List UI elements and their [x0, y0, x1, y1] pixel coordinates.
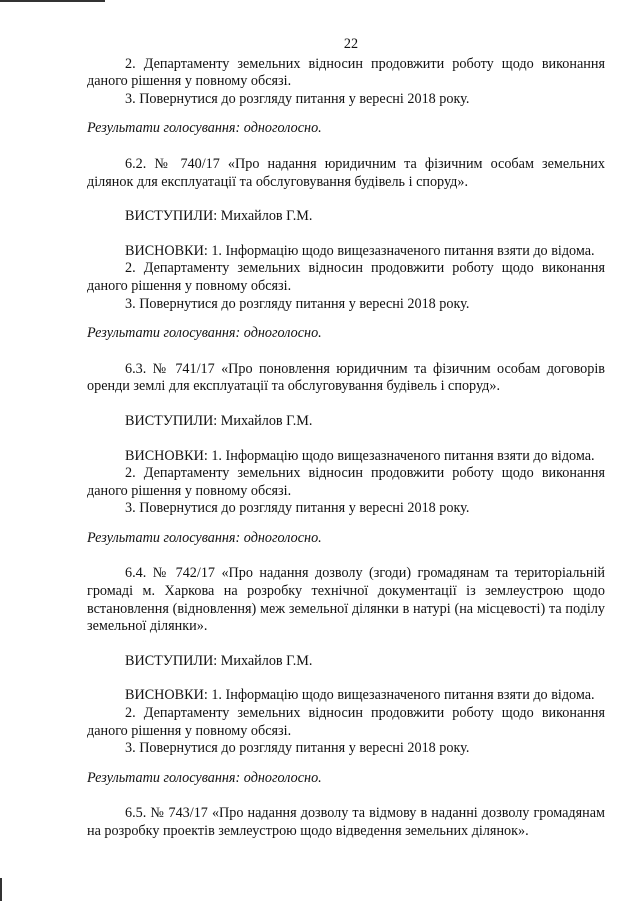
item-6-3-conclusion-3: 3. Повернутися до розгляду питання у вересні 2018 року. [125, 500, 470, 517]
item-6-3-speakers: ВИСТУПИЛИ: Михайлов Г.М. [125, 412, 313, 429]
item-6-3-voting-result: Результати голосування: одноголосно. [87, 529, 322, 546]
item-6-3-conclusion-2: 2. Департаменту земельних відносин продовжити роботу щодо виконання даного рішення у повному обсязі. [87, 465, 605, 499]
item-6-4-voting-result: Результати голосування: одноголосно. [87, 769, 322, 786]
document-page [87, 36, 605, 841]
item-6-5-title: 6.5. № 743/17 «Про надання дозволу та відмову в наданні дозволу громадянам на розробку проектів землеустрою щодо відведення земельних ділянок». [87, 805, 605, 839]
item-6-2-conclusion-3: 3. Повернутися до розгляду питання у вересні 2018 року. [125, 295, 470, 312]
item-6-4-conclusion-3: 3. Повернутися до розгляду питання у вересні 2018 року. [125, 740, 470, 757]
item-6-2-conclusion-1: ВИСНОВКИ: 1. Інформацію щодо вищезазначеного питання взяти до відома. [125, 242, 595, 259]
intro-conclusion-3: 3. Повернутися до розгляду питання у вересні 2018 року. [125, 90, 470, 107]
scan-edge-mark-top [0, 0, 105, 2]
item-6-4-conclusion-1: ВИСНОВКИ: 1. Інформацію щодо вищезазначеного питання взяти до відома. [125, 687, 595, 704]
item-6-3-title: 6.3. № 741/17 «Про поновлення юридичним та фізичним особам договорів оренди землі для експлуатації та обслуговування будівель і споруд». [87, 360, 605, 395]
item-6-4-speakers: ВИСТУПИЛИ: Михайлов Г.М. [125, 652, 313, 669]
intro-conclusion-2: 2. Департаменту земельних відносин продовжити роботу щодо виконання даного рішення у повному обсязі. [87, 55, 605, 90]
item-6-4-conclusion-2: 2. Департаменту земельних відносин продовжити роботу щодо виконання даного рішення у повному обсязі. [87, 705, 605, 739]
item-6-2-title: 6.2. № 740/17 «Про надання юридичним та фізичним особам земельних ділянок для експлуатації та обслуговування будівель і споруд». [87, 155, 605, 190]
page-number: 22 [343, 36, 359, 52]
item-6-2-voting-result: Результати голосування: одноголосно. [87, 325, 322, 342]
item-6-4-title: 6.4. № 742/17 «Про надання дозволу (згоди) громадянам та територіальній громаді м. Харкова на розробку технічної документації із землеустрою щодо встановлення (відновлення) меж земельної ділянки в натурі (на місцевості) та поділу земельної ділянки». [87, 565, 605, 635]
item-6-2-speakers: ВИСТУПИЛИ: Михайлов Г.М. [125, 208, 313, 225]
scan-edge-mark-left [0, 878, 2, 901]
intro-voting-result: Результати голосування: одноголосно. [87, 120, 322, 137]
item-6-2-conclusion-2: 2. Департаменту земельних відносин продовжити роботу щодо виконання даного рішення у повному обсязі. [87, 260, 605, 294]
item-6-3-conclusion-1: ВИСНОВКИ: 1. Інформацію щодо вищезазначеного питання взяти до відома. [125, 447, 595, 464]
